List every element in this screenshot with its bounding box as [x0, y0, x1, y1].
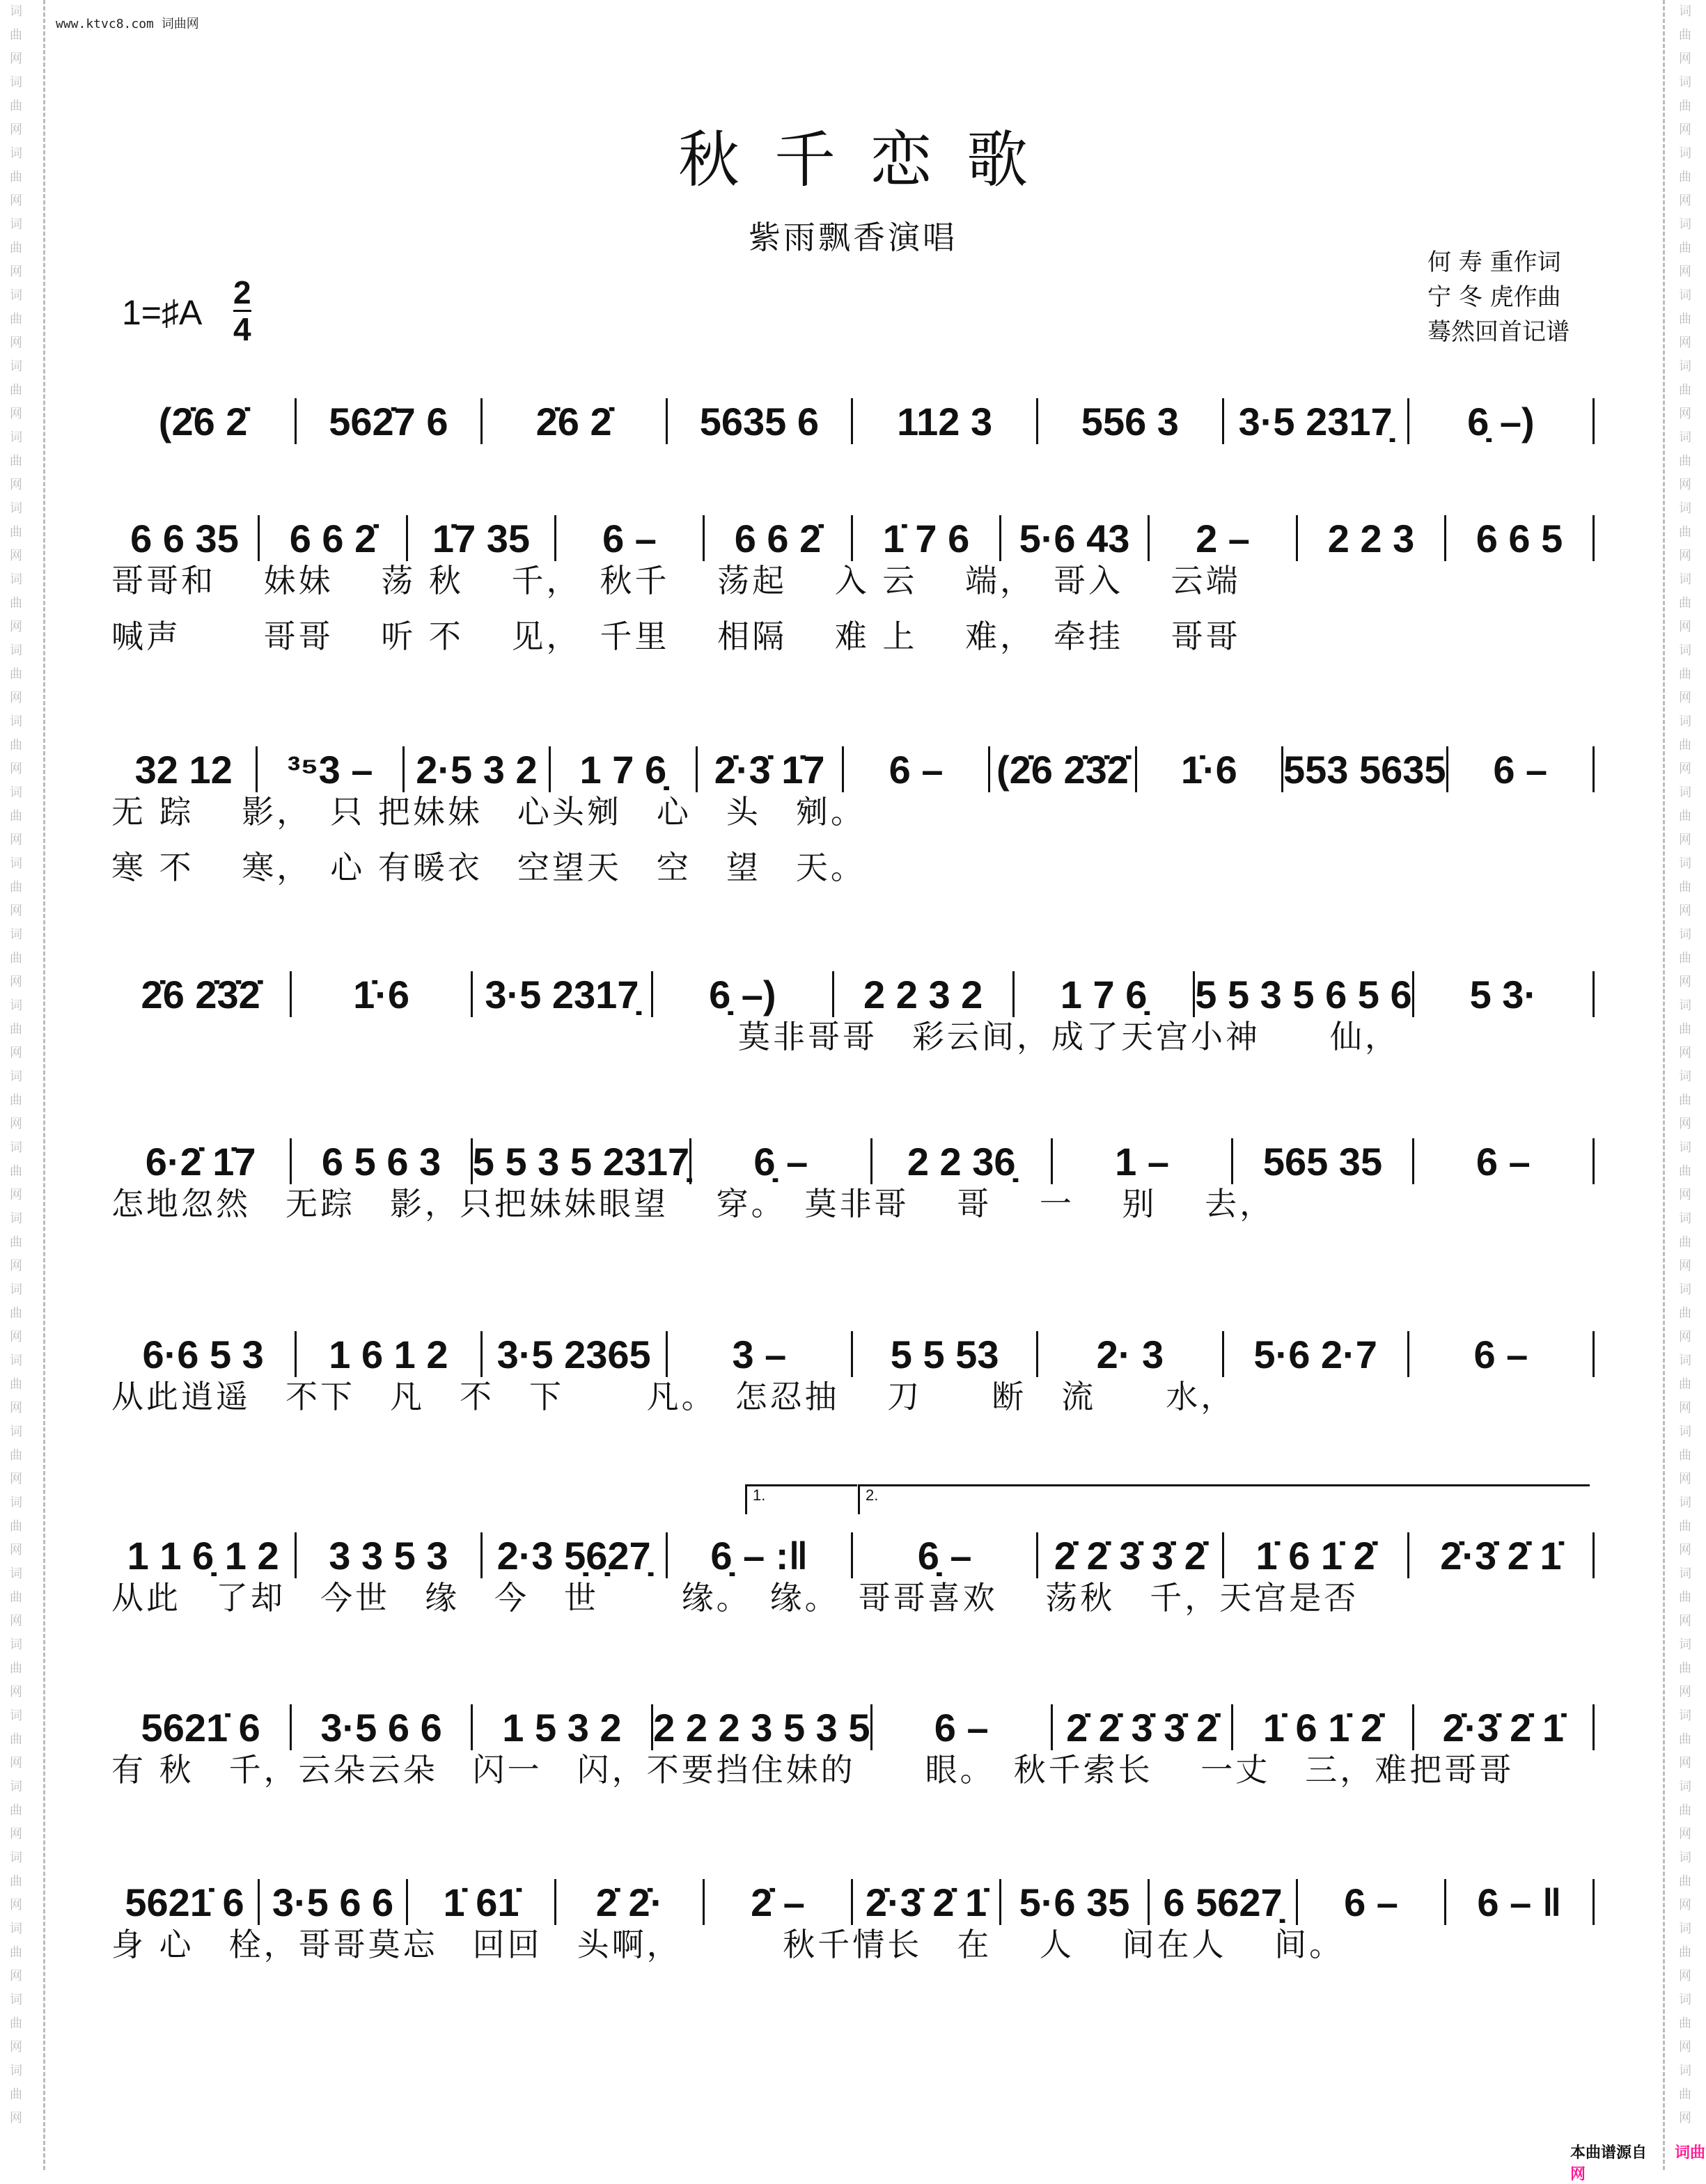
lyric-line: 怎地忽然 无踪 影，只把妹妹眼望 穿。 莫非哥 哥 一 别 去，	[111, 1185, 1275, 1223]
measure: 3·5 6 6	[272, 1880, 394, 1924]
measure: (2̇6 2̇3̇2̇	[996, 747, 1129, 792]
measure: 1 –	[1115, 1139, 1169, 1184]
measure: 2 2 3	[1327, 516, 1415, 560]
lyric-line: 莫非哥哥 彩云间，成了天宫小神 仙，	[111, 1018, 1400, 1055]
measure: 6·2̇ 1̇7	[145, 1139, 256, 1184]
measure: 5635 6	[699, 399, 820, 443]
measure: 1 7 6̣	[579, 747, 667, 792]
measure: 6 5 6 3	[321, 1139, 441, 1184]
measure: ³⁵3 –	[287, 747, 373, 792]
measure: 2 2 2 3 5 3 5	[653, 1705, 870, 1750]
measure: 2̇·3̇ 2̇ 1̇	[1440, 1533, 1562, 1578]
measure: 2̇ 2̇·	[595, 1880, 664, 1924]
measure: 2·5 3 2	[416, 747, 538, 792]
bar-line	[1592, 971, 1595, 1017]
measure: 553 5635	[1283, 747, 1446, 792]
measure: 6̣ –)	[709, 972, 776, 1016]
bar-line	[1592, 1879, 1595, 1925]
measure: 3·5 2317̣	[485, 972, 639, 1016]
key: 1=♯A	[122, 293, 203, 332]
measure: 562̇7 6	[329, 399, 448, 443]
volta-second: 2.	[858, 1484, 1590, 1514]
measure: 2̇6 2̇	[535, 399, 612, 443]
lyric-line: 身 心 栓，哥哥莫忘 回回 头啊， 秋千情长 在 人 间在人 间。	[111, 1926, 1345, 1963]
measure: 5 5 3 5 6 5 6	[1195, 972, 1412, 1016]
measure: 6 6 2̇	[289, 516, 377, 560]
measure: 3 3 5 3	[329, 1533, 448, 1578]
bar-line	[1592, 1331, 1595, 1377]
measure: 6 6 5	[1476, 516, 1563, 560]
measure: 6̣ –)	[1467, 399, 1535, 443]
measure: 6 6 35	[130, 516, 239, 560]
measure: 6 6 2̇	[734, 516, 822, 560]
measure: 1̇ 6 1̇ 2̇	[1262, 1705, 1383, 1750]
bar-line	[1592, 1532, 1595, 1578]
measure: 1 5 3 2	[502, 1705, 622, 1750]
lyric-line: 喊声 哥哥 听 不 见， 千里 相隔 难 上 难， 牵挂 哥哥	[111, 618, 1241, 655]
measure: 2̇ 2̇ 3̇ 3̇ 2̇	[1066, 1705, 1219, 1750]
footer-brand: 词曲网	[1570, 2144, 1706, 2183]
measure: 2̇ –	[751, 1880, 805, 1924]
measure: 1̇7 35	[432, 516, 531, 560]
bar-line	[1592, 746, 1595, 792]
measure: 1 6 1 2	[329, 1332, 448, 1376]
bar-line	[1592, 398, 1595, 444]
transcriber: 蓦然回首记谱	[1427, 318, 1570, 346]
lyric-line: 哥哥和 妹妹 荡 秋 千， 秋千 荡起 入 云 端， 哥入 云端	[111, 562, 1241, 599]
measure: 5 5 3 5 2317̣	[472, 1139, 690, 1184]
measure: 2· 3	[1096, 1332, 1164, 1376]
measure: 6·6 5 3	[142, 1332, 264, 1376]
credits	[1427, 245, 1570, 349]
measure: 556 3	[1081, 399, 1179, 443]
measure: 2̇·3̇ 2̇ 1̇	[1442, 1705, 1564, 1750]
lyric-line: 有 秋 千，云朵云朵 闪一 闪，不要挡住妹的 眼。 秋千索长 一丈 三，难把哥哥	[111, 1751, 1515, 1789]
measure: 2 2 3 2	[863, 972, 983, 1016]
measure: 6 –	[1473, 1332, 1528, 1376]
measure: (2̇6 2̇	[158, 399, 248, 443]
song-title: 秋千恋歌	[678, 124, 1063, 196]
measure: 5621̇ 6	[125, 1880, 244, 1924]
time-top: 2	[233, 274, 251, 311]
composer: 宁 冬 虎作曲	[1427, 283, 1561, 311]
measure: 1 7 6̣	[1060, 972, 1148, 1016]
measure: 2̇ 2̇ 3̇ 3̇ 2̇	[1054, 1533, 1206, 1578]
measure: 3 –	[732, 1332, 787, 1376]
measure: 6 –	[1344, 1880, 1398, 1924]
measure: 3·5 2365	[496, 1332, 651, 1376]
left-margin-divider	[43, 0, 45, 2170]
measure: 6 –	[602, 516, 657, 560]
lyricist: 何 寿 重作词	[1427, 249, 1561, 276]
measure: 3·5 6 6	[320, 1705, 442, 1750]
measure: 3·5 2317̣	[1238, 399, 1393, 443]
measure: 6 –	[889, 747, 944, 792]
measure: 2̇·3̇ 2̇ 1̇	[865, 1880, 987, 1924]
performer: 紫雨飘香演唱	[749, 219, 957, 256]
time-bottom: 4	[233, 311, 251, 347]
measure: 1 1 6̣ 1 2	[127, 1533, 279, 1578]
measure: 5·6 2·7	[1253, 1332, 1377, 1376]
lyric-line: 寒 不 寒， 心 有暖衣 空望天 空 望 天。	[111, 849, 866, 886]
measure: 6 –	[1476, 1139, 1531, 1184]
footer	[1570, 2141, 1706, 2184]
measure: 5621̇ 6	[141, 1705, 260, 1750]
measure: 5 5 53	[890, 1332, 999, 1376]
bar-line	[1592, 1704, 1595, 1750]
measure: 2̇6 2̇3̇2̇	[141, 972, 260, 1016]
site-header: www.ktvc8.com 词曲网	[56, 17, 199, 31]
measure: 6 – ‖	[1477, 1880, 1562, 1924]
measure: 2·3 5̣6̣27̣	[496, 1533, 651, 1578]
measure: 1̇ 6 1̇ 2̇	[1255, 1533, 1375, 1578]
measure: 1̇·6	[353, 972, 410, 1016]
measure: 6̣ –	[917, 1533, 972, 1578]
measure: 6̣ –	[753, 1139, 808, 1184]
measure: 1̇ 61̇	[443, 1880, 519, 1924]
measure: 565 35	[1262, 1139, 1383, 1184]
left-watermark: 词曲网词曲网词曲网词曲网词曲网词曲网词曲网词曲网词曲网词曲网词曲网词曲网词曲网词曲网词曲网词曲网词曲网词曲网词曲网词曲网词曲网词曲网词曲网词曲网词曲网词曲网词曲网词曲网词曲网词曲网	[10, 4, 22, 2126]
measure: 5·6 35	[1019, 1880, 1130, 1924]
lyric-line: 从此逍遥 不下 凡 不 下 凡。 怎忍抽 刀 断 流 水，	[111, 1378, 1236, 1415]
score-line	[111, 397, 1595, 446]
right-margin-divider	[1663, 0, 1665, 2170]
measure: 32 12	[134, 747, 233, 792]
measure: 6 –	[1493, 747, 1548, 792]
volta-first: 1.	[745, 1484, 857, 1514]
bar-line	[1592, 515, 1595, 561]
footer-source: 本曲谱源自	[1570, 2144, 1648, 2162]
key-signature	[122, 274, 251, 347]
measure: 5·6 43	[1019, 516, 1130, 560]
measure: 112 3	[897, 399, 993, 443]
measure: 6 5627̣	[1163, 1880, 1283, 1924]
right-watermark: 词曲网词曲网词曲网词曲网词曲网词曲网词曲网词曲网词曲网词曲网词曲网词曲网词曲网词曲网词曲网词曲网词曲网词曲网词曲网词曲网词曲网词曲网词曲网词曲网词曲网词曲网词曲网词曲网词曲网词曲网	[1679, 4, 1691, 2126]
measure: 1̇ 7 6	[882, 516, 970, 560]
measure: 6 –	[934, 1705, 989, 1750]
measure: 2 –	[1196, 516, 1250, 560]
lyric-line: 无 踪 影， 只 把妹妹 心头剜 心 头 剜。	[111, 793, 866, 831]
bar-line	[1592, 1138, 1595, 1184]
time-signature	[233, 275, 251, 347]
measure: 2 2 36̣	[907, 1139, 1016, 1184]
measure: 6̣ – :‖	[710, 1533, 808, 1578]
lyric-line: 从此 了却 今世 缘 今 世 缘。 缘。 哥哥喜欢 荡秋 千，天宫是否	[111, 1579, 1359, 1617]
measure: 5 3·	[1469, 972, 1537, 1016]
measure: 2̇·3̇ 1̇7	[714, 747, 825, 792]
measure: 1̇·6	[1180, 747, 1237, 792]
